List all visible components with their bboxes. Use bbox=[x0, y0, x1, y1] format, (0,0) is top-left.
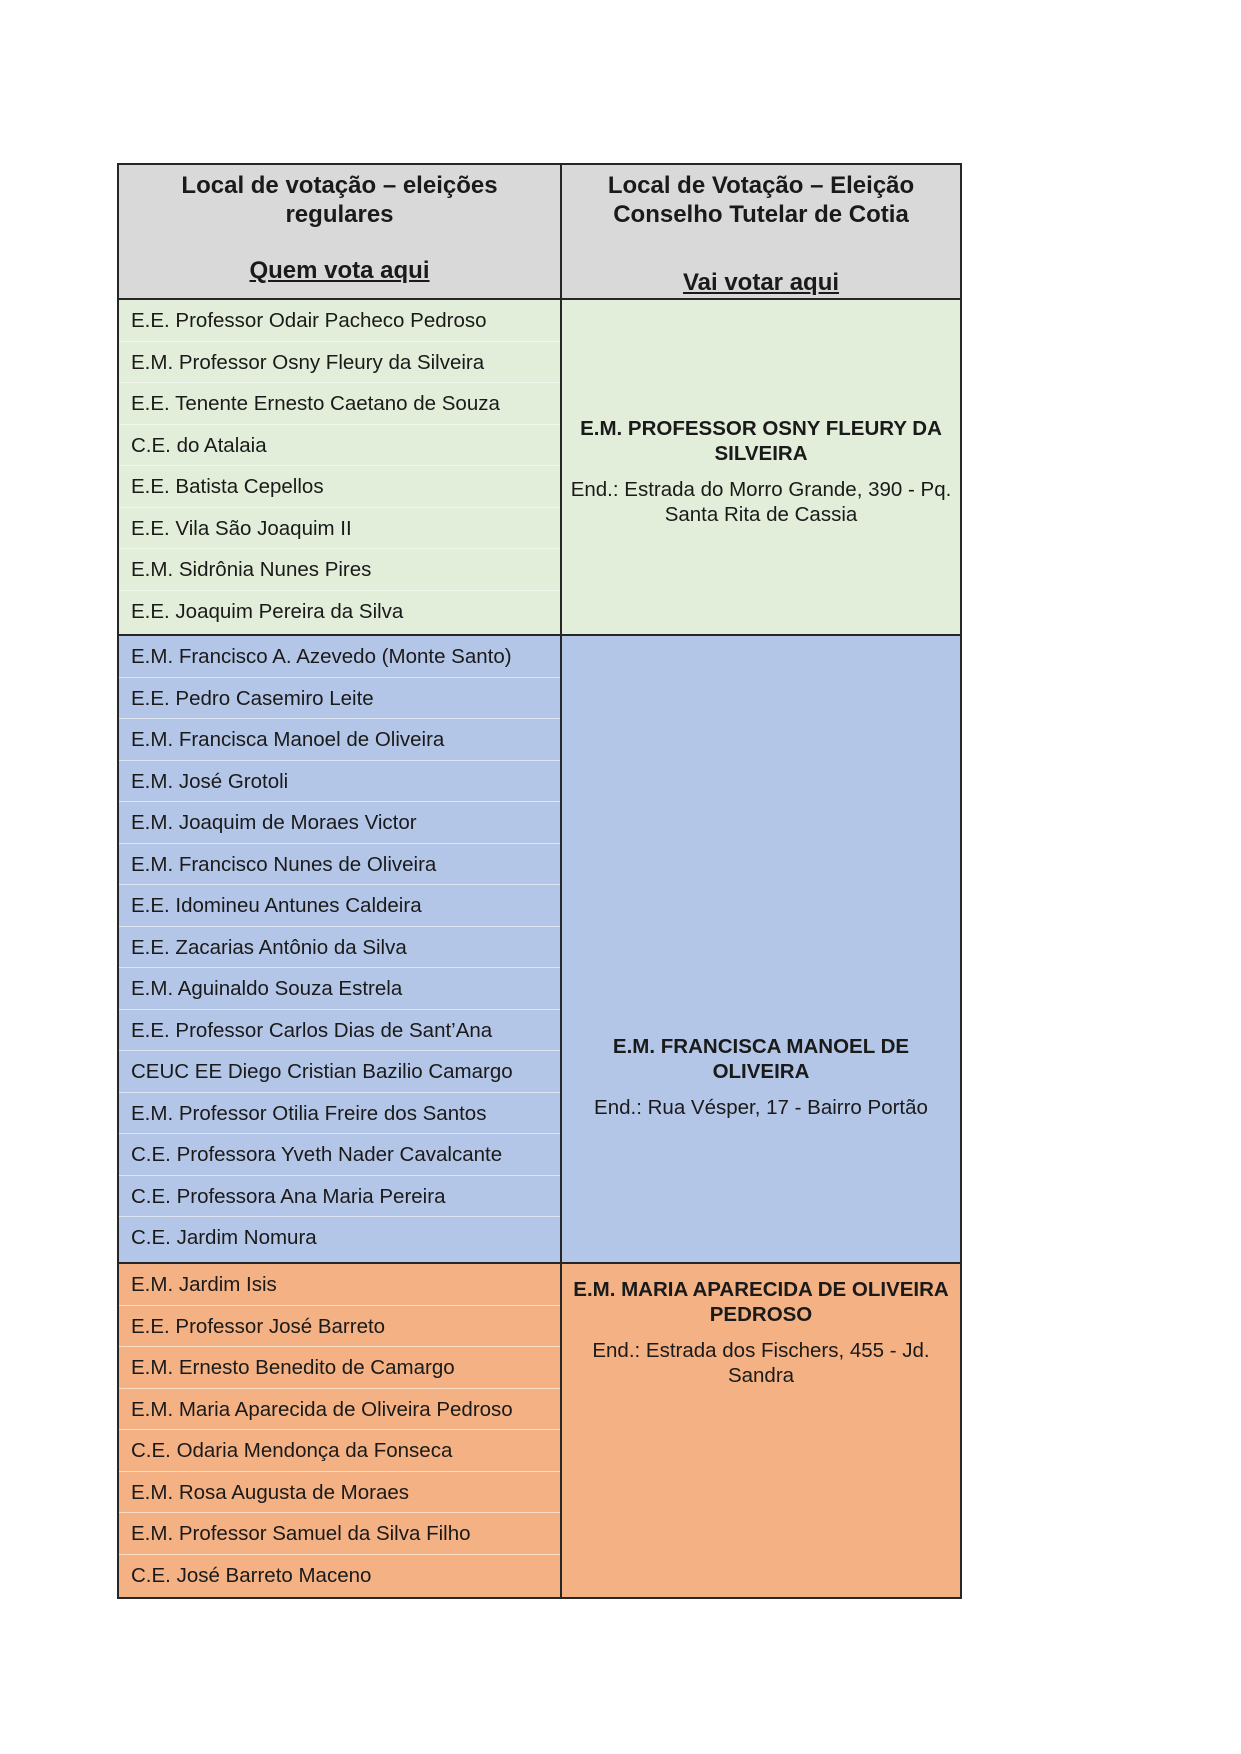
destination-address-line: End.: Rua Vésper, 17 - Bairro Portão bbox=[594, 1096, 928, 1119]
group-row-francisca bbox=[119, 636, 960, 1264]
list-item: C.E. do Atalaia bbox=[119, 425, 560, 467]
list-item: E.E. Professor Carlos Dias de Sant’Ana bbox=[119, 1010, 560, 1052]
school-list bbox=[119, 636, 560, 1259]
table-header bbox=[119, 165, 960, 300]
header-right-subtitle: Vai votar aqui bbox=[682, 269, 840, 296]
list-item: C.E. Professora Ana Maria Pereira bbox=[119, 1176, 560, 1218]
list-item: E.E. Pedro Casemiro Leite bbox=[119, 678, 560, 720]
destination-address-line: End.: Estrada dos Fischers, 455 - Jd. bbox=[592, 1339, 930, 1362]
list-item: E.M. Francisca Manoel de Oliveira bbox=[119, 719, 560, 761]
school-list-cell bbox=[119, 636, 562, 1262]
list-item: E.E. Batista Cepellos bbox=[119, 466, 560, 508]
list-item: E.M. Professor Otilia Freire dos Santos bbox=[119, 1093, 560, 1135]
list-item: E.M. Professor Samuel da Silva Filho bbox=[119, 1513, 560, 1555]
header-left-title bbox=[181, 171, 497, 229]
list-item: E.E. Professor Odair Pacheco Pedroso bbox=[119, 300, 560, 342]
list-item: E.E. Tenente Ernesto Caetano de Souza bbox=[119, 383, 560, 425]
list-item: E.E. Joaquim Pereira da Silva bbox=[131, 599, 404, 623]
school-list bbox=[119, 1264, 560, 1596]
list-item: E.M. José Grotoli bbox=[119, 761, 560, 803]
list-item: C.E. Odaria Mendonça da Fonseca bbox=[119, 1430, 560, 1472]
header-left-cell bbox=[119, 165, 562, 298]
list-item: C.E. Professora Yveth Nader Cavalcante bbox=[119, 1134, 560, 1176]
destination-cell bbox=[562, 1264, 960, 1597]
destination-block bbox=[588, 1034, 934, 1120]
list-item: C.E. Jardim Nomura bbox=[131, 1226, 317, 1249]
header-right-cell bbox=[562, 165, 960, 298]
school-list-cell bbox=[119, 1264, 562, 1597]
header-right-title-line: Conselho Tutelar de Cotia bbox=[613, 201, 909, 228]
header-right-title-line: Local de Votação – Eleição bbox=[607, 172, 915, 199]
school-list bbox=[119, 300, 560, 632]
list-item: E.M. Jardim Isis bbox=[119, 1264, 560, 1306]
group-row-osny bbox=[119, 300, 960, 636]
voting-locations-table bbox=[117, 163, 962, 1599]
destination-block bbox=[567, 1277, 954, 1388]
destination-address bbox=[565, 477, 958, 527]
school-list-cell bbox=[119, 300, 562, 634]
group-row-maria-aparecida bbox=[119, 1264, 960, 1597]
destination-name bbox=[567, 1277, 954, 1327]
header-right-title bbox=[608, 171, 914, 229]
list-item: E.M. Sidrônia Nunes Pires bbox=[119, 549, 560, 591]
list-item: E.E. Professor José Barreto bbox=[119, 1306, 560, 1348]
list-item: E.M. Ernesto Benedito de Camargo bbox=[119, 1347, 560, 1389]
destination-name bbox=[565, 416, 958, 466]
list-item: E.M. Rosa Augusta de Moraes bbox=[119, 1472, 560, 1514]
header-left-title-line: regulares bbox=[285, 201, 394, 228]
list-item: E.M. Aguinaldo Souza Estrela bbox=[119, 968, 560, 1010]
list-item: E.M. Joaquim de Moraes Victor bbox=[119, 802, 560, 844]
list-item: E.E. Zacarias Antônio da Silva bbox=[119, 927, 560, 969]
destination-name-line: E.M. MARIA APARECIDA DE OLIVEIRA bbox=[573, 1278, 949, 1301]
header-left-title-line: Local de votação – eleições bbox=[181, 172, 498, 199]
list-item: E.E. Idomineu Antunes Caldeira bbox=[119, 885, 560, 927]
destination-address-line: Santa Rita de Cassia bbox=[664, 503, 858, 526]
list-item: E.M. Professor Osny Fleury da Silveira bbox=[119, 342, 560, 384]
destination-block bbox=[565, 416, 958, 527]
list-item: E.M. Francisco A. Azevedo (Monte Santo) bbox=[119, 636, 560, 678]
destination-cell bbox=[562, 300, 960, 634]
destination-address-line: End.: Estrada do Morro Grande, 390 - Pq. bbox=[570, 478, 952, 501]
list-item: C.E. José Barreto Maceno bbox=[131, 1563, 372, 1587]
list-item: CEUC EE Diego Cristian Bazilio Camargo bbox=[119, 1051, 560, 1093]
destination-name-line: SILVEIRA bbox=[714, 442, 808, 465]
list-item: E.M. Maria Aparecida de Oliveira Pedroso bbox=[119, 1389, 560, 1431]
header-left-subtitle: Quem vota aqui bbox=[249, 257, 430, 284]
destination-address-line: Sandra bbox=[727, 1364, 795, 1387]
destination-name-line: E.M. PROFESSOR OSNY FLEURY DA bbox=[580, 417, 942, 440]
destination-address bbox=[567, 1338, 954, 1388]
destination-address bbox=[588, 1095, 934, 1120]
destination-name-line: E.M. FRANCISCA MANOEL DE bbox=[612, 1035, 910, 1058]
list-item: E.E. Vila São Joaquim II bbox=[119, 508, 560, 550]
destination-name-line: OLIVEIRA bbox=[712, 1060, 810, 1083]
destination-cell bbox=[562, 636, 960, 1262]
destination-name-line: PEDROSO bbox=[709, 1303, 813, 1326]
destination-name bbox=[588, 1034, 934, 1084]
list-item: E.M. Francisco Nunes de Oliveira bbox=[119, 844, 560, 886]
